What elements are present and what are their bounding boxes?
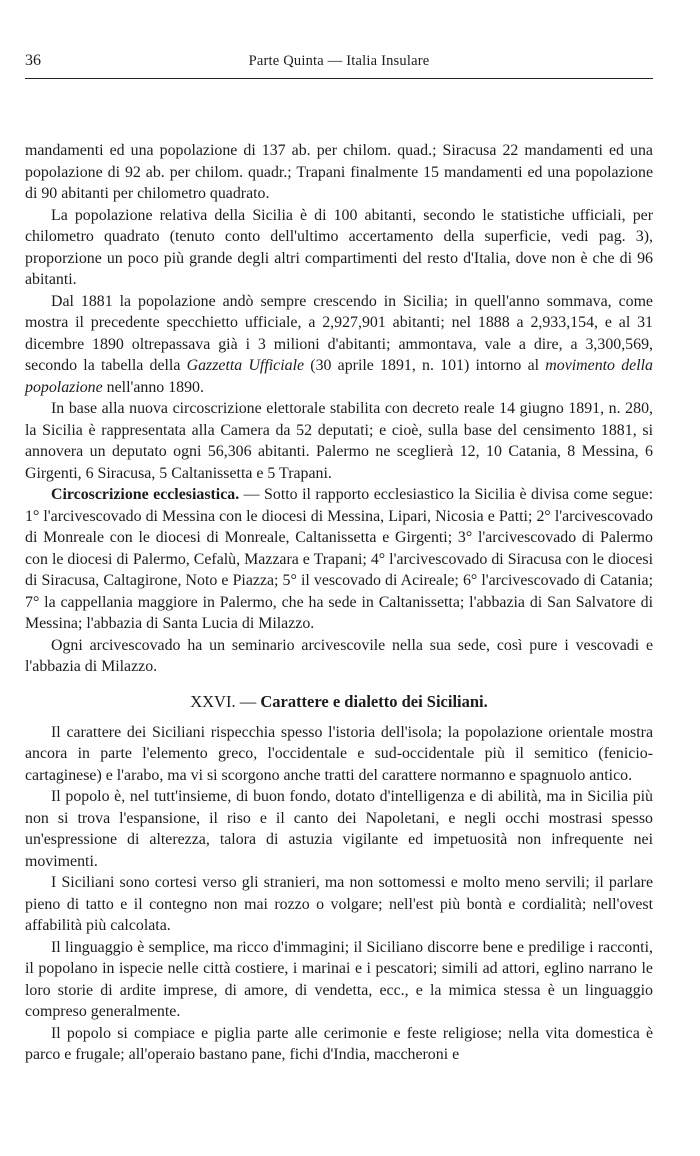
movimento-popolazione-title: movimento della popolazione [25,357,653,396]
header-rule [25,78,653,79]
paragraph-character: Il carattere dei Siciliani rispecchia spesso l'istoria dell'isola; la popolazione orientale mostra ancora in parte l'elemento greco, l'occidentale e sud-occidentale più il semitico (fenicio-cartaginese) e l'arabo, ma vi si scorgono anche tratti del carattere normanno e spagnuolo antico. [25,723,653,784]
running-head: Parte Quinta — Italia Insulare [248,53,430,69]
section-heading [25,691,653,713]
census-text-2: (30 aprile 1891, n. 101) intorno al [304,357,546,374]
paragraph-relative-population: La popolazione relativa della Sicilia è di 100 abitanti, secondo le statistiche ufficiali, per chilometro quadrato (tenuto conto dell'ultimo accertamento della superficie, vedi pag. 3), proporzione un poco più grande degli altri compartimenti del resto d'Italia, dove non è che di 96 abitanti. [25,206,653,288]
census-text-3: nell'anno 1890. [102,378,204,396]
section-number: XXVI. — [190,691,261,711]
page-header [25,52,653,92]
paragraph-electoral: In base alla nuova circoscrizione elettorale stabilita con decreto reale 14 giugno 1891, n. 280, la Sicilia è rappresentata alla Camera da 52 deputati; e cioè, sulla base del censimento 1881, si annovera un deputato ogni 56,306 abitanti. Palermo ne sceglierà 12, 10 Catania, 8 Messina, 6 Girgenti, 6 Siracusa, 5 Caltanissetta e 5 Trapani. [25,400,653,482]
gazzetta-ufficiale-title: Gazzetta Ufficiale [186,357,305,374]
census-text-1: Dal 1881 la popolazione andò sempre crescendo in Sicilia; in quell'anno sommava, come mostra il precedente specchietto ufficiale, a 2,927,901 abitanti; nel 1888 a 2,933,154, e al 31 dicembre 1890 oltrepassava già i 3 milioni d'abitanti; ammontava, vale a dire, a 3,300,569, secondo la tabella della [25,292,653,374]
section-title: Carattere e dialetto dei Siciliani. [260,691,488,711]
paragraph-customs: Il popolo si compiace e piglia parte alle cerimonie e feste religiose; nella vita domestica è parco e frugale; all'operaio bastano pane, fichi d'India, maccheroni e [25,1024,653,1063]
paragraph-ecclesiastical [25,484,653,635]
book-page [25,0,653,1066]
paragraph-people: Il popolo è, nel tutt'insieme, di buon fondo, dotato d'intelligenza e di abilità, ma in Sicilia più non si trova l'espansione, il riso e il canto dei Napoletani, e negli occhi mostrasi spesso un'espressione di alterezza, talora di astuzia vigilante ed impetuosità non infrequente nei movimenti. [25,788,653,870]
ecclesiastical-text: — Sotto il rapporto ecclesiastico la Sicilia è divisa come segue: 1° l'arcivescovado di Messina con le diocesi di Messina, Lipari, Nicosia e Patti; 2° l'arcivescovado di Monreale con le diocesi di Monreale, Caltanissetta e Girgenti; 3° l'arcivescovado di Palermo con le diocesi di Palermo, Cefalù, Mazzara e Trapani; 4° l'arcivescovado di Siracusa con le diocesi di Siracusa, Caltagirone, Noto e Piazza; 5° il vescovado di Acireale; 6° l'arcivescovado di Catania; 7° la cappellania maggiore in Palermo, che ha sede in Caltanissetta; l'abbazia di San Salvatore di Messina; l'abbazia di Santa Lucia di Milazzo. [25,486,653,632]
paragraph-districts: mandamenti ed una popolazione di 137 ab. per chilom. quad.; Siracusa 22 mandamenti ed una popolazione di 92 ab. per chilom. quadr.; Trapani finalmente 15 mandamenti ed una popolazione di 90 abitanti per chilometro quadrato. [25,142,653,202]
ecclesiastical-runin-heading: Circoscrizione ecclesiastica. [51,486,240,503]
paragraph-language: Il linguaggio è semplice, ma ricco d'immagini; il Siciliano discorre bene e predilige i racconti, il popolano in ispecie nelle città costiere, i marinai e i pescatori; simili ad attori, eglino narrano le loro storie di ardite imprese, di amore, di vendetta, ecc., e la mimica stessa è un linguaggio compreso generalmente. [25,938,653,1020]
page-number: 36 [25,52,41,69]
paragraph-census [25,291,653,399]
paragraph-courtesy: I Siciliani sono cortesi verso gli stranieri, ma non sottomessi e molto meno servili; il parlare pieno di tatto e il contegno non mai rozzo o volgare; nell'est più bontà e cordialità; nell'ovest affabilità più calcolata. [25,874,653,934]
paragraph-seminary: Ogni arcivescovado ha un seminario arcivescovile nella sua sede, così pure i vescovadi e l'abbazia di Milazzo. [25,636,653,675]
body-text [25,140,653,1066]
